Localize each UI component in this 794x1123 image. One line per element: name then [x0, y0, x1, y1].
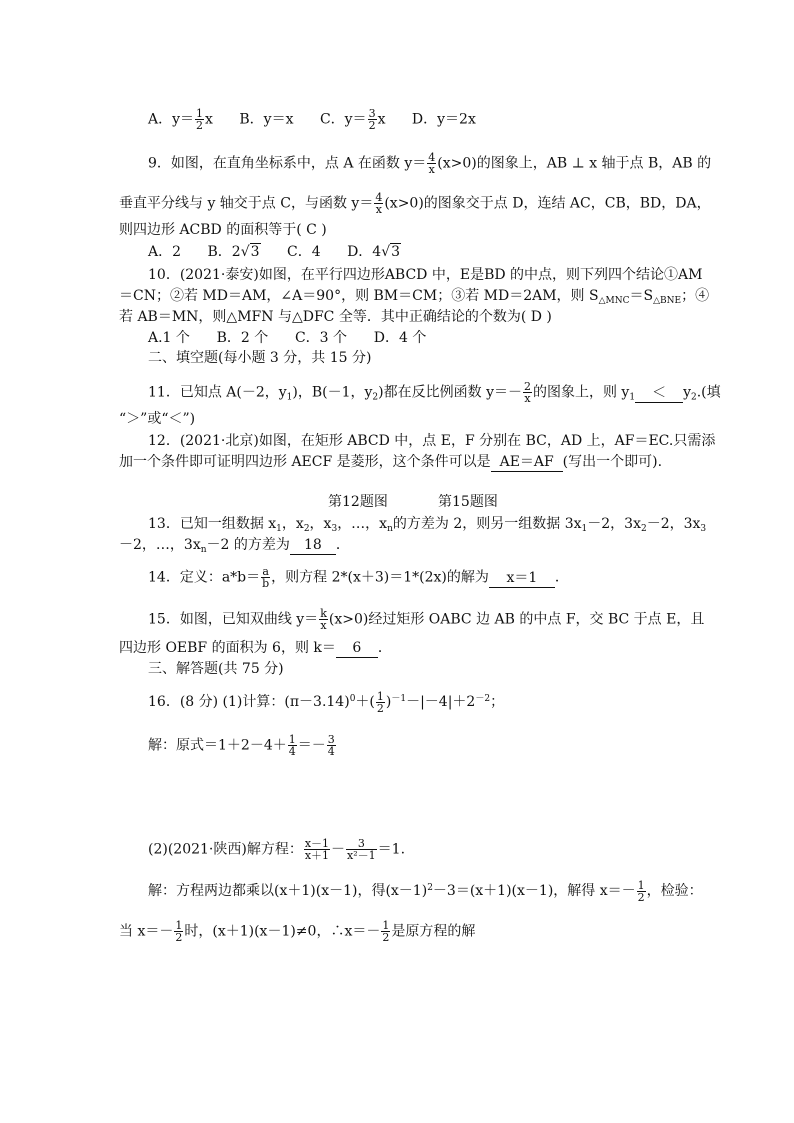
- fraction: $\frac{3}{2}$: [368, 107, 376, 132]
- q16-part1-solution: 解：原式＝1＋2－4＋ $\frac{1}{4}$ ＝－ $\frac{3}{4}$: [148, 733, 335, 758]
- fraction: $\frac{1}{2}$: [175, 919, 183, 944]
- q12-line-1: 12．(2021·北京)如图，在矩形 ABCD 中，点 E，F 分别在 BC，AD 上，AF＝EC.只需添: [148, 433, 716, 449]
- q11-line-1: 11．已知点 A(－2，$y_1$)，B(－1，$y_2$)都在反比例函数 y＝－ $\frac{2}{x}$ 的图象上，则 $y_1 < y_2$.(填: [148, 380, 721, 405]
- q13-line-1: 13．已知一组数据 $x_1$，$x_2$，$x_3$，…，$x_n$的方差为 2，则另一组数据 $3x_1-2$，$3x_2-2$，$3x_3$: [148, 516, 707, 534]
- q9-line-1: 9．如图，在直角坐标系中，点 A 在函数 y＝ $\frac{4}{x}$ (x>0)的图象上，AB ⊥ x 轴于点 B，AB 的: [148, 151, 712, 176]
- q10-options: A.1 个 B．2 个 C．3 个 D．4 个: [148, 330, 427, 346]
- q9-line-3: 则四边形 ACBD 的面积等于( C ): [119, 222, 327, 238]
- section-2-heading: 二、填空题(每小题 3 分，共 15 分): [148, 350, 372, 366]
- answer-blank: 6: [336, 639, 378, 658]
- q9-options: A．2 B．2√3 C．4 D．4√3: [148, 244, 401, 260]
- q8-options: A．y＝ $\frac{1}{2}$ x B．y＝x C．y＝ $\frac{3}{2}$ x D．y＝2x: [148, 107, 476, 132]
- q15-line-1: 15．如图，已知双曲线 y＝ $\frac{k}{x}$ (x>0)经过矩形 OABC 边 AB 的中点 F，交 BC 于点 E，且: [148, 607, 705, 632]
- fraction: $\frac{3}{\text{x²－1}}$: [347, 837, 376, 862]
- q10-line-2: ＝CN；②若 MD＝AM，∠A＝90°，则 BM＝CM；③若 MD＝2AM，则 $S_{\triangle MNC}=S_{\triangle BNE}$；④: [119, 288, 710, 306]
- fraction: $\frac{4}{x}$: [428, 151, 436, 176]
- q16-part2-solution-1: 解：方程两边都乘以(x＋1)(x－1)，得$(x-1)^2-3=(x+1)(x-1)$，解得 x＝－ $\frac{1}{2}$ ，检验：: [148, 878, 703, 904]
- fraction: $\frac{1}{4}$: [288, 733, 296, 758]
- q16-part2-solution-2: 当 x＝－ $\frac{1}{2}$ 时，(x＋1)(x－1)≠0，∴x＝－ $\frac{1}{2}$ 是原方程的解: [119, 919, 476, 944]
- fraction: $\frac{k}{x}$: [320, 607, 327, 632]
- q15-line-2: 四边形 OEBF 的面积为 6，则 k＝ 6 ．: [119, 640, 392, 656]
- q11-line-2: “＞”或“＜”): [119, 411, 196, 427]
- fraction: $\frac{1}{2}$: [382, 919, 390, 944]
- q14-line: 14．定义：a*b＝ $\frac{a}{b}$ ，则方程 2*(x＋3)＝1*(2x)的解为 x＝1 ．: [148, 565, 569, 590]
- q10-line-1: 10．(2021·泰安)如图，在平行四边形ABCD 中，E是BD 的中点，则下列四个结论①AM: [148, 267, 703, 283]
- q16-part2: (2)(2021·陕西)解方程： $\frac{x-1}{x+1}$ － $\frac{3}{\text{x²－1}}$ ＝1.: [148, 837, 406, 862]
- fraction: $\frac{1}{2}$: [196, 107, 204, 132]
- q9-line-2: 垂直平分线与 y 轴交于点 C，与函数 y＝ $\frac{4}{x}$ (x>0)的图象交于点 D，连结 AC，CB，BD，DA，: [119, 191, 711, 216]
- fraction: $\frac{4}{x}$: [375, 191, 383, 216]
- figure-label-12: 第12题图: [328, 494, 388, 510]
- fraction: $\frac{1}{2}$: [376, 689, 384, 715]
- fraction: $\frac{1}{2}$: [637, 878, 645, 904]
- fraction: $\frac{3}{4}$: [327, 733, 335, 758]
- answer-blank: ＜: [635, 384, 683, 403]
- figure-label-15: 第15题图: [438, 494, 498, 510]
- q12-line-2: 加一个条件即可证明四边形 AECF 是菱形，这个条件可以是 AE＝AF (写出一个即可).: [119, 454, 663, 470]
- fraction: $\frac{2}{x}$: [523, 380, 531, 405]
- fraction: $\frac{x-1}{x+1}$: [304, 837, 330, 862]
- q16-part1: 16．(8 分) (1)计算：$(\pi-3.14)^0+$( $\frac{1}{2}$ )$^{-1}-|-4|+2^{-2}$；: [148, 689, 505, 715]
- answer-blank: 18: [290, 536, 336, 555]
- q10-line-3: 若 AB＝MN，则△MFN 与△DFC 全等．其中正确结论的个数为( D ): [119, 309, 552, 325]
- answer-blank: x＝1: [489, 569, 555, 588]
- q13-line-2: －2，…，$3x_n-2$ 的方差为 18 ．: [119, 537, 350, 555]
- section-3-heading: 三、解答题(共 75 分): [148, 661, 284, 677]
- fraction: $\frac{a}{b}$: [262, 565, 270, 590]
- answer-blank: AE＝AF: [491, 453, 563, 472]
